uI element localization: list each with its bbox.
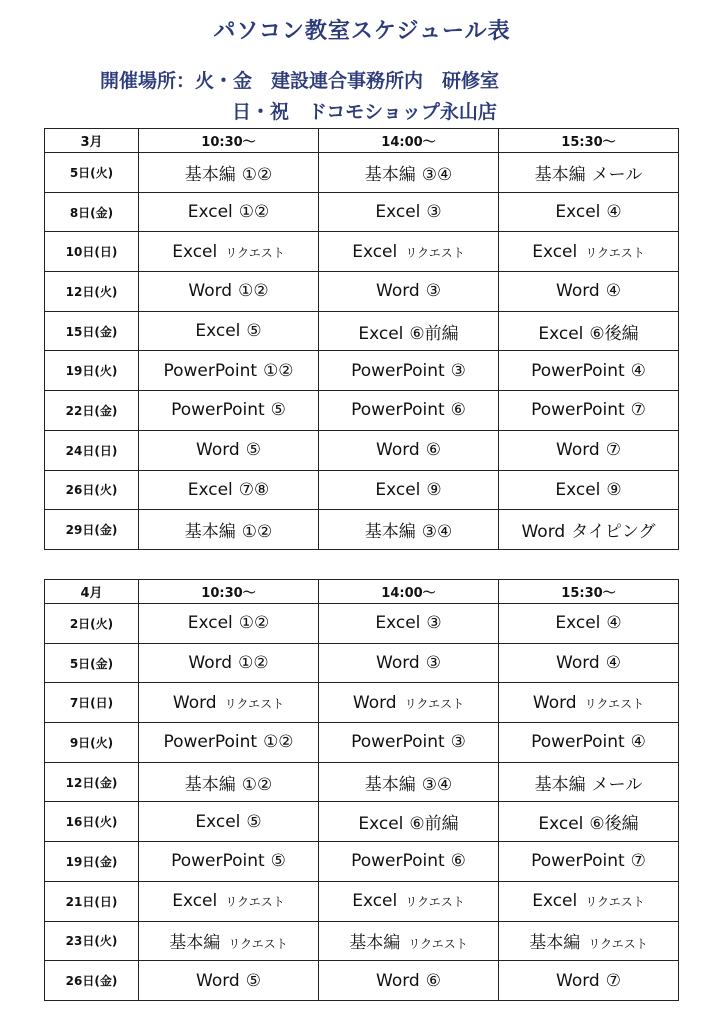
date-cell: 2日(火) <box>45 604 139 644</box>
course-name: 基本編 <box>184 164 236 185</box>
lesson-number: ⑨ <box>606 479 622 500</box>
lesson-number: ④ <box>605 281 621 302</box>
lesson-number: ④ <box>606 613 622 634</box>
schedule-row <box>45 470 679 510</box>
date-cell: 12日(金) <box>45 762 139 802</box>
lesson-number: ⑥ <box>425 970 441 991</box>
page-title: パソコン教室スケジュール表 <box>213 19 511 44</box>
course-name: Word <box>556 440 600 461</box>
date-cell: 21日(日) <box>45 881 139 921</box>
class-cell <box>319 604 499 644</box>
class-cell <box>499 961 679 1001</box>
course-name: Word <box>556 653 600 674</box>
lesson-number: ⑥ <box>425 440 441 461</box>
course-name: Excel <box>375 202 421 223</box>
class-cell <box>499 762 679 802</box>
class-cell <box>499 683 679 723</box>
course-name: PowerPoint <box>351 360 445 381</box>
course-name: 基本編 <box>364 522 416 543</box>
request-label: リクエスト <box>585 245 645 260</box>
header-row <box>45 129 679 153</box>
class-cell <box>139 842 319 882</box>
course-name: Excel <box>195 811 241 832</box>
request-label: リクエスト <box>225 245 285 260</box>
schedule-row <box>45 643 679 683</box>
lesson-number: ①② <box>238 613 270 634</box>
schedule-row <box>45 802 679 842</box>
request-label: リクエスト <box>585 895 645 910</box>
lesson-number: ③ <box>426 613 442 634</box>
class-cell <box>319 723 499 763</box>
schedule-row <box>45 391 679 431</box>
schedule-row <box>45 153 679 193</box>
class-cell <box>139 510 319 550</box>
course-name: Excel <box>358 814 404 835</box>
lesson-number: ④ <box>606 202 622 223</box>
course-name: Word <box>188 281 233 302</box>
class-cell <box>319 272 499 312</box>
class-cell <box>139 311 319 351</box>
class-cell <box>499 643 679 683</box>
course-name: PowerPoint <box>171 400 265 421</box>
class-cell <box>139 643 319 683</box>
lesson-number: タイピング <box>571 522 656 543</box>
class-cell <box>319 643 499 683</box>
class-cell <box>139 272 319 312</box>
course-name: Word <box>188 653 233 674</box>
date-cell: 26日(火) <box>45 470 139 510</box>
course-name: Word <box>556 281 600 302</box>
course-name: PowerPoint <box>163 732 258 753</box>
date-cell: 22日(金) <box>45 391 139 431</box>
time-slot-header: 10:30～ <box>139 129 319 153</box>
class-cell <box>139 232 319 272</box>
date-cell: 24日(日) <box>45 430 139 470</box>
course-name: Excel <box>555 479 601 500</box>
class-cell <box>499 604 679 644</box>
course-name: Excel <box>172 241 218 262</box>
class-cell <box>139 961 319 1001</box>
schedule-row <box>45 604 679 644</box>
schedule-row <box>45 961 679 1001</box>
date-cell: 19日(火) <box>45 351 139 391</box>
class-cell <box>319 961 499 1001</box>
class-cell <box>499 153 679 193</box>
date-cell: 7日(日) <box>45 683 139 723</box>
class-cell <box>139 802 319 842</box>
course-name: Excel <box>532 241 578 262</box>
course-name: Excel <box>555 613 601 634</box>
class-cell <box>499 921 679 961</box>
request-label: リクエスト <box>225 895 285 910</box>
schedule-row <box>45 842 679 882</box>
class-cell <box>499 311 679 351</box>
schedule-row <box>45 272 679 312</box>
schedule-row <box>45 723 679 763</box>
lesson-number: ③④ <box>421 164 453 185</box>
class-cell <box>139 391 319 431</box>
course-name: Excel <box>187 479 233 500</box>
course-name: 基本編 <box>529 933 581 954</box>
schedule-row <box>45 351 679 391</box>
class-cell <box>139 762 319 802</box>
schedule-row <box>45 430 679 470</box>
lesson-number: ③ <box>450 360 466 381</box>
course-name: PowerPoint <box>351 851 445 872</box>
course-name: PowerPoint <box>531 400 625 421</box>
course-name: PowerPoint <box>171 851 265 872</box>
course-name: Excel <box>195 321 241 342</box>
course-name: Word <box>521 522 566 543</box>
time-slot-header: 14:00～ <box>319 129 499 153</box>
course-name: PowerPoint <box>531 732 625 753</box>
course-name: Excel <box>538 814 584 835</box>
class-cell <box>499 351 679 391</box>
date-cell: 19日(金) <box>45 842 139 882</box>
lesson-number: ⑨ <box>426 479 442 500</box>
lesson-number: ③ <box>425 281 441 302</box>
lesson-number: ⑤ <box>270 851 286 872</box>
lesson-number: ①② <box>263 732 294 753</box>
lesson-number: ⑤ <box>246 321 262 342</box>
course-name: Word <box>196 440 240 461</box>
course-name: Word <box>556 970 600 991</box>
class-cell <box>139 430 319 470</box>
lesson-number: メール <box>591 774 643 795</box>
date-cell: 12日(火) <box>45 272 139 312</box>
lesson-number: ⑥ <box>450 400 466 421</box>
class-cell <box>139 604 319 644</box>
course-name: Word <box>532 692 577 713</box>
class-cell <box>499 723 679 763</box>
course-name: PowerPoint <box>351 400 445 421</box>
class-cell <box>319 921 499 961</box>
class-cell <box>499 192 679 232</box>
course-name: 基本編 <box>349 933 401 954</box>
schedule-row <box>45 311 679 351</box>
course-name: 基本編 <box>169 933 221 954</box>
month-header: 4月 <box>45 580 139 604</box>
course-name: PowerPoint <box>531 360 625 381</box>
time-slot-header: 15:30～ <box>499 129 679 153</box>
schedule-row <box>45 762 679 802</box>
class-cell <box>139 881 319 921</box>
lesson-number: ①② <box>238 202 270 223</box>
class-cell <box>139 921 319 961</box>
date-cell: 9日(火) <box>45 723 139 763</box>
schedule-row <box>45 881 679 921</box>
class-cell <box>319 391 499 431</box>
date-cell: 10日(日) <box>45 232 139 272</box>
lesson-number: ⑤ <box>245 440 261 461</box>
request-label: リクエスト <box>584 696 645 711</box>
date-cell: 29日(金) <box>45 510 139 550</box>
course-name: Excel <box>358 323 404 344</box>
request-label: リクエスト <box>405 895 465 910</box>
lesson-number: ⑤ <box>246 811 262 832</box>
month-header: 3月 <box>45 129 139 153</box>
course-name: Excel <box>352 241 398 262</box>
lesson-number: ⑥ <box>450 851 466 872</box>
class-cell <box>499 802 679 842</box>
course-name: Word <box>352 692 397 713</box>
course-name: 基本編 <box>184 522 236 543</box>
lesson-number: ①② <box>238 653 269 674</box>
lesson-number: ③④ <box>421 522 453 543</box>
course-name: Excel <box>532 891 578 912</box>
lesson-number: ⑤ <box>245 970 261 991</box>
date-cell: 8日(金) <box>45 192 139 232</box>
lesson-number: ⑦ <box>630 400 646 421</box>
class-cell <box>499 881 679 921</box>
request-label: リクエスト <box>224 696 285 711</box>
lesson-number: ⑥後編 <box>589 814 639 835</box>
class-cell <box>139 470 319 510</box>
lesson-number: ③ <box>426 202 442 223</box>
class-cell <box>139 683 319 723</box>
class-cell <box>319 683 499 723</box>
class-cell <box>319 153 499 193</box>
request-label: リクエスト <box>228 937 288 952</box>
class-cell <box>499 272 679 312</box>
request-label: リクエスト <box>588 937 648 952</box>
class-cell <box>319 192 499 232</box>
schedule-row <box>45 192 679 232</box>
schedule-row <box>45 683 679 723</box>
course-name: PowerPoint <box>531 851 625 872</box>
request-label: リクエスト <box>408 937 468 952</box>
request-label: リクエスト <box>405 245 465 260</box>
time-slot-header: 15:30～ <box>499 580 679 604</box>
class-cell <box>139 351 319 391</box>
course-name: PowerPoint <box>163 360 258 381</box>
class-cell <box>499 470 679 510</box>
class-cell <box>319 802 499 842</box>
lesson-number: ③ <box>450 732 466 753</box>
course-name: Word <box>172 692 217 713</box>
class-cell <box>499 232 679 272</box>
date-cell: 16日(火) <box>45 802 139 842</box>
request-label: リクエスト <box>404 696 465 711</box>
lesson-number: ⑤ <box>270 400 286 421</box>
lesson-number: ①② <box>241 164 273 185</box>
class-cell <box>319 311 499 351</box>
class-cell <box>139 723 319 763</box>
course-name: Excel <box>538 323 584 344</box>
date-cell: 5日(火) <box>45 153 139 193</box>
class-cell <box>319 762 499 802</box>
class-cell <box>319 430 499 470</box>
date-cell: 26日(金) <box>45 961 139 1001</box>
lesson-number: ⑥前編 <box>409 323 459 344</box>
course-name: PowerPoint <box>351 732 445 753</box>
class-cell <box>319 842 499 882</box>
course-name: Word <box>376 970 420 991</box>
course-name: Word <box>376 653 420 674</box>
lesson-number: ③④ <box>421 774 453 795</box>
schedule-row <box>45 921 679 961</box>
class-cell <box>319 232 499 272</box>
schedule-table-april <box>44 579 679 1001</box>
course-name: Excel <box>172 891 218 912</box>
time-slot-header: 14:00～ <box>319 580 499 604</box>
date-cell: 23日(火) <box>45 921 139 961</box>
lesson-number: ⑦ <box>630 851 646 872</box>
course-name: 基本編 <box>534 164 586 185</box>
lesson-number: ④ <box>605 653 621 674</box>
course-name: Excel <box>375 479 421 500</box>
class-cell <box>319 881 499 921</box>
lesson-number: ①② <box>238 281 269 302</box>
class-cell <box>499 391 679 431</box>
class-cell <box>319 470 499 510</box>
lesson-number: ①② <box>263 360 294 381</box>
course-name: Word <box>376 440 420 461</box>
course-name: Excel <box>187 202 233 223</box>
course-name: 基本編 <box>364 774 416 795</box>
course-name: 基本編 <box>534 774 586 795</box>
lesson-number: ④ <box>630 732 646 753</box>
lesson-number: ⑦⑧ <box>238 479 270 500</box>
course-name: Excel <box>187 613 233 634</box>
class-cell <box>499 430 679 470</box>
class-cell <box>319 351 499 391</box>
class-cell <box>319 510 499 550</box>
course-name: Word <box>376 281 420 302</box>
course-name: 基本編 <box>364 164 416 185</box>
lesson-number: ⑥後編 <box>589 323 639 344</box>
lesson-number: ⑥前編 <box>409 814 459 835</box>
venue-line-1: 開催場所：火・金 建設連合事務所内 研修室 <box>100 70 500 92</box>
schedule-table-march <box>44 128 679 550</box>
class-cell <box>139 192 319 232</box>
lesson-number: ①② <box>241 774 273 795</box>
class-cell <box>499 842 679 882</box>
lesson-number: ③ <box>425 653 441 674</box>
date-cell: 15日(金) <box>45 311 139 351</box>
lesson-number: ⑦ <box>605 440 621 461</box>
course-name: Excel <box>375 613 421 634</box>
class-cell <box>499 510 679 550</box>
class-cell <box>139 153 319 193</box>
course-name: Excel <box>352 891 398 912</box>
lesson-number: ⑦ <box>605 970 621 991</box>
lesson-number: ①② <box>241 522 273 543</box>
venue-line-2: 日・祝 ドコモショップ永山店 <box>232 101 497 123</box>
schedule-row <box>45 232 679 272</box>
lesson-number: メール <box>591 164 643 185</box>
course-name: 基本編 <box>184 774 236 795</box>
date-cell: 5日(金) <box>45 643 139 683</box>
time-slot-header: 10:30～ <box>139 580 319 604</box>
course-name: Word <box>196 970 240 991</box>
schedule-row <box>45 510 679 550</box>
lesson-number: ④ <box>630 360 646 381</box>
header-row <box>45 580 679 604</box>
course-name: Excel <box>555 202 601 223</box>
